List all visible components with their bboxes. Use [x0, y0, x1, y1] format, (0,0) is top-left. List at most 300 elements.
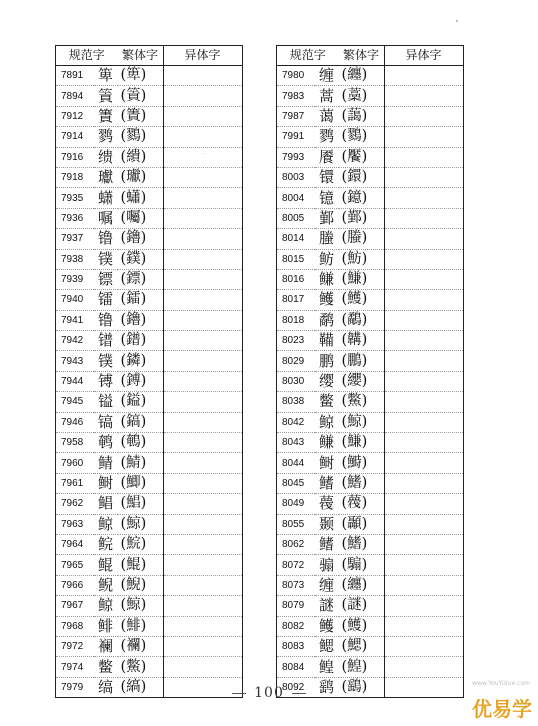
variant-char [163, 514, 242, 534]
char-number: 8043 [277, 433, 315, 453]
traditional-char: (鎰) [118, 392, 164, 412]
variant-char [384, 290, 463, 310]
standard-char: 镒 [94, 392, 118, 412]
header-variant-char: 异体字 [384, 46, 463, 66]
variant-char [384, 371, 463, 391]
standard-char: 鲩 [94, 534, 118, 554]
table-row [56, 331, 243, 351]
traditional-char: (鰣) [339, 453, 385, 473]
standard-char: 鄞 [315, 208, 339, 228]
table-row [277, 188, 464, 208]
char-number: 7944 [56, 371, 94, 391]
variant-char [384, 473, 463, 493]
standard-char: 镭 [94, 290, 118, 310]
table-row [277, 534, 464, 554]
variant-char [384, 86, 463, 106]
standard-char: 螣 [315, 229, 339, 249]
char-number: 8018 [277, 310, 315, 330]
char-number: 7943 [56, 351, 94, 371]
standard-char: 鳍 [315, 534, 339, 554]
variant-char [384, 269, 463, 289]
char-number: 7968 [56, 616, 94, 636]
char-number: 8045 [277, 473, 315, 493]
traditional-char: (騸) [339, 555, 385, 575]
variant-char [384, 616, 463, 636]
variant-char [163, 433, 242, 453]
traditional-char: (鯡) [118, 616, 164, 636]
table-row [277, 106, 464, 126]
char-number: 7958 [56, 433, 94, 453]
char-number: 7912 [56, 106, 94, 126]
table-row [277, 596, 464, 616]
table-row [277, 147, 464, 167]
char-table-right [276, 45, 464, 698]
char-number: 7967 [56, 596, 94, 616]
standard-char: 謎 [315, 596, 339, 616]
variant-char [163, 106, 242, 126]
standard-char: 襕 [94, 636, 118, 656]
standard-char: 鲂 [315, 249, 339, 269]
header-standard-char: 规范字 [277, 46, 339, 66]
traditional-char: (鐶) [339, 167, 385, 187]
char-number: 8015 [277, 249, 315, 269]
char-number: 7966 [56, 575, 94, 595]
standard-char: 镨 [94, 331, 118, 351]
standard-char: 簀 [94, 106, 118, 126]
watermark-logo: 优易学 [472, 697, 532, 721]
char-number: 7916 [56, 147, 94, 167]
traditional-char: (簀) [118, 106, 164, 126]
char-number: 8073 [277, 575, 315, 595]
char-number: 8082 [277, 616, 315, 636]
variant-char [384, 208, 463, 228]
table-row [277, 127, 464, 147]
table-row [277, 453, 464, 473]
standard-char: 鲥 [315, 453, 339, 473]
traditional-char: (鯖) [118, 453, 164, 473]
char-number: 8042 [277, 412, 315, 432]
table-row [277, 351, 464, 371]
traditional-char: (謎) [339, 596, 385, 616]
traditional-char: (鐠) [118, 331, 164, 351]
variant-char [384, 433, 463, 453]
table-row [56, 106, 243, 126]
standard-char: 镱 [315, 188, 339, 208]
page-dash-left [232, 693, 246, 694]
traditional-char: (囑) [118, 208, 164, 228]
variant-char [384, 514, 463, 534]
standard-char: 鳒 [315, 269, 339, 289]
variant-char [384, 66, 463, 86]
traditional-char: (鰜) [339, 269, 385, 289]
header-standard-char: 规范字 [56, 46, 118, 66]
char-number: 7891 [56, 66, 94, 86]
variant-char [384, 167, 463, 187]
header-variant-char: 异体字 [163, 46, 242, 66]
table-row [56, 371, 243, 391]
standard-char: 鲳 [94, 494, 118, 514]
char-number: 8092 [282, 681, 305, 693]
traditional-char: (箄) [118, 66, 164, 86]
standard-char: 蟏 [94, 188, 118, 208]
standard-char: 蔼 [315, 106, 339, 126]
table-row [277, 86, 464, 106]
char-number: 7979 [61, 681, 84, 693]
table-row [56, 657, 243, 677]
table-row [56, 66, 243, 86]
standard-char: 缟 [97, 677, 113, 696]
traditional-char: (顳) [339, 514, 385, 534]
variant-char [384, 453, 463, 473]
table-row [277, 310, 464, 330]
char-number: 7964 [56, 534, 94, 554]
table-row [56, 473, 243, 493]
traditional-char: (鰭) [339, 534, 385, 554]
table-row [277, 514, 464, 534]
table-row [277, 167, 464, 187]
page-dash-right [292, 693, 306, 694]
variant-char [163, 636, 242, 656]
table-row [277, 208, 464, 228]
table-row [277, 290, 464, 310]
table-row [56, 310, 243, 330]
variant-char [163, 229, 242, 249]
traditional-char: (篢) [118, 86, 164, 106]
table-row [277, 494, 464, 514]
table-row [277, 555, 464, 575]
header-traditional-char: 繁体字 [118, 46, 164, 66]
table-row [56, 433, 243, 453]
table-row [277, 657, 464, 677]
variant-char [384, 555, 463, 575]
traditional-char: (鯤) [118, 555, 164, 575]
variant-char [384, 494, 463, 514]
table-row [56, 229, 243, 249]
traditional-char: (藹) [339, 106, 385, 126]
traditional-char: (蠨) [118, 188, 164, 208]
char-number: 8005 [277, 208, 315, 228]
traditional-char: (鯧) [118, 494, 164, 514]
standard-char: 鲱 [94, 616, 118, 636]
variant-char [163, 208, 242, 228]
table-row [56, 596, 243, 616]
standard-char: 箄 [94, 66, 118, 86]
char-number: 8084 [277, 657, 315, 677]
char-number: 7918 [56, 167, 94, 187]
traditional-char: (鯇) [118, 534, 164, 554]
standard-char: 鲲 [94, 555, 118, 575]
table-row [56, 127, 243, 147]
standard-char: 镖 [94, 269, 118, 289]
variant-char [163, 147, 242, 167]
standard-char: 篢 [94, 86, 118, 106]
standard-char: 鲸 [315, 412, 339, 432]
table-row [277, 412, 464, 432]
traditional-char: (鎬) [118, 412, 164, 432]
standard-char: 缠 [315, 575, 339, 595]
table-row [56, 514, 243, 534]
table-row [277, 66, 464, 86]
char-number: 8017 [277, 290, 315, 310]
standard-char: 蒿 [315, 86, 339, 106]
variant-char [384, 188, 463, 208]
char-number: 8029 [277, 351, 315, 371]
table-row [56, 555, 243, 575]
variant-char [163, 392, 242, 412]
char-number: 7972 [56, 636, 94, 656]
variant-char [163, 86, 242, 106]
char-number: 8049 [277, 494, 315, 514]
variant-char [384, 412, 463, 432]
table-row [277, 269, 464, 289]
traditional-char: (鎛) [118, 371, 164, 391]
standard-char: 餍 [315, 147, 339, 167]
variant-char [163, 249, 242, 269]
table-row [277, 616, 464, 636]
variant-char [384, 636, 463, 656]
variant-char [163, 534, 242, 554]
table-row [56, 616, 243, 636]
variant-char [384, 331, 463, 351]
traditional-char: (鷸) [339, 310, 385, 330]
variant-char [384, 657, 463, 677]
variant-char [163, 167, 242, 187]
table-row [56, 392, 243, 412]
table-row [277, 575, 464, 595]
variant-char [163, 290, 242, 310]
traditional-char: (鯨) [339, 412, 385, 432]
standard-char: 鲭 [94, 453, 118, 473]
char-number: 7938 [56, 249, 94, 269]
char-number: 8004 [277, 188, 315, 208]
table-row [56, 290, 243, 310]
variant-char [163, 351, 242, 371]
variant-char [163, 331, 242, 351]
char-number: 8014 [277, 229, 315, 249]
table-row [56, 147, 243, 167]
variant-char [163, 371, 242, 391]
table-header-row [56, 46, 243, 66]
variant-char [163, 596, 242, 616]
standard-char: 颞 [315, 514, 339, 534]
char-number: 7939 [56, 269, 94, 289]
traditional-char: (饜) [339, 147, 385, 167]
page-number [0, 685, 538, 701]
traditional-char: (薎) [339, 494, 385, 514]
standard-char: 鳃 [315, 636, 339, 656]
standard-char: 鞴 [315, 331, 339, 351]
char-number: 7935 [56, 188, 94, 208]
traditional-char: (鯨) [118, 514, 164, 534]
char-number: 7993 [277, 147, 315, 167]
char-number: 7983 [277, 86, 315, 106]
table-row [56, 412, 243, 432]
table-row [56, 636, 243, 656]
char-number: 8023 [277, 331, 315, 351]
traditional-char: (鰓) [339, 636, 385, 656]
char-number: 8030 [277, 371, 315, 391]
table-row [277, 371, 464, 391]
standard-char: 鹞 [318, 677, 334, 696]
traditional-char: (鷚) [118, 127, 164, 147]
traditional-char: (縞) [118, 677, 164, 697]
variant-char [163, 494, 242, 514]
variant-char [163, 473, 242, 493]
standard-char: 鲵 [94, 575, 118, 595]
scan-speck [203, 153, 204, 154]
table-row [277, 229, 464, 249]
char-number: 8016 [277, 269, 315, 289]
standard-char: 鹏 [315, 351, 339, 371]
variant-char [163, 616, 242, 636]
traditional-char: (鵪) [118, 433, 164, 453]
header-traditional-char: 繁体字 [339, 46, 385, 66]
char-number: 7936 [56, 208, 94, 228]
variant-char [163, 412, 242, 432]
watermark-url: www.YouYiXue.com [472, 680, 530, 687]
standard-char: 薎 [315, 494, 339, 514]
traditional-char: (藁) [339, 86, 385, 106]
standard-char: 镤 [94, 351, 118, 371]
variant-char [384, 310, 463, 330]
standard-char: 骟 [315, 555, 339, 575]
standard-char: 鳖 [315, 392, 339, 412]
table-row [56, 208, 243, 228]
variant-char [384, 229, 463, 249]
table-row [56, 494, 243, 514]
char-number: 7962 [56, 494, 94, 514]
variant-char [384, 351, 463, 371]
traditional-char: (鄞) [339, 208, 385, 228]
char-number: 8003 [277, 167, 315, 187]
table-row [277, 636, 464, 656]
char-number: 8072 [277, 555, 315, 575]
variant-char [163, 575, 242, 595]
traditional-char: (瓛) [118, 167, 164, 187]
standard-char: 镮 [315, 167, 339, 187]
traditional-char: (鱉) [118, 657, 164, 677]
table-row [56, 351, 243, 371]
table-row [277, 249, 464, 269]
table-row [56, 86, 243, 106]
variant-char [163, 453, 242, 473]
char-table-left [55, 45, 243, 698]
char-number: 8044 [277, 453, 315, 473]
traditional-char: (鷂) [339, 677, 385, 697]
standard-char: 鳍 [315, 473, 339, 493]
standard-char: 鹬 [315, 310, 339, 330]
char-number: 7942 [56, 331, 94, 351]
variant-char [163, 66, 242, 86]
char-number: 7945 [56, 392, 94, 412]
traditional-char: (纏) [339, 575, 385, 595]
standard-char: 鲥 [94, 473, 118, 493]
traditional-char: (鑥) [118, 229, 164, 249]
traditional-char: (鏻) [118, 351, 164, 371]
table-row [56, 534, 243, 554]
standard-char: 鹨 [94, 127, 118, 147]
char-number: 7960 [56, 453, 94, 473]
traditional-char: (鱉) [339, 392, 385, 412]
char-number: 7894 [56, 86, 94, 106]
char-number: 8079 [277, 596, 315, 616]
traditional-char: (鰭) [339, 473, 385, 493]
table-header-row [277, 46, 464, 66]
page-number-text: 100 [254, 685, 284, 701]
char-number: 8055 [277, 514, 315, 534]
char-number: 7940 [56, 290, 94, 310]
standard-char: 鲸 [94, 596, 118, 616]
traditional-char: (鯨) [118, 596, 164, 616]
standard-char: 瓛 [94, 167, 118, 187]
table-row [56, 575, 243, 595]
traditional-char: (繢) [118, 147, 164, 167]
variant-char [384, 392, 463, 412]
traditional-char: (鰉) [339, 657, 385, 677]
standard-char: 镥 [94, 229, 118, 249]
traditional-char: (鷚) [339, 127, 385, 147]
standard-char: 镤 [94, 249, 118, 269]
standard-char: 鹌 [94, 433, 118, 453]
char-number: 7980 [277, 66, 315, 86]
char-number: 7991 [277, 127, 315, 147]
table-row [277, 392, 464, 412]
table-row [56, 167, 243, 187]
variant-char [163, 269, 242, 289]
standard-char: 缠 [315, 66, 339, 86]
char-number: 7965 [56, 555, 94, 575]
variant-char [384, 106, 463, 126]
table-row [56, 188, 243, 208]
traditional-char: (韝) [339, 331, 385, 351]
variant-char [384, 147, 463, 167]
standard-char: 鲸 [94, 514, 118, 534]
variant-char [163, 657, 242, 677]
standard-char: 鳖 [94, 657, 118, 677]
variant-char [163, 188, 242, 208]
table-row [277, 331, 464, 351]
table-row [277, 433, 464, 453]
table-row [56, 249, 243, 269]
standard-char: 缨 [315, 371, 339, 391]
traditional-char: (鰜) [339, 433, 385, 453]
traditional-char: (鏷) [118, 249, 164, 269]
traditional-char: (鐳) [118, 290, 164, 310]
char-number: 7974 [56, 657, 94, 677]
standard-char: 缋 [94, 147, 118, 167]
variant-char [163, 310, 242, 330]
char-number: 7963 [56, 514, 94, 534]
traditional-char: (鯢) [118, 575, 164, 595]
traditional-char: (鵬) [339, 351, 385, 371]
traditional-char: (纏) [339, 66, 385, 86]
standard-char: 鹨 [315, 127, 339, 147]
char-number: 8062 [277, 534, 315, 554]
traditional-char: (螣) [339, 229, 385, 249]
traditional-char: (鱯) [339, 290, 385, 310]
standard-char: 鳠 [315, 290, 339, 310]
standard-char: 镈 [94, 371, 118, 391]
standard-char: 嘱 [94, 208, 118, 228]
char-number: 7987 [277, 106, 315, 126]
traditional-char: (鏢) [118, 269, 164, 289]
traditional-char: (鱯) [339, 616, 385, 636]
variant-char [384, 596, 463, 616]
char-number: 8038 [277, 392, 315, 412]
variant-char [384, 249, 463, 269]
char-number: 7946 [56, 412, 94, 432]
standard-char: 镥 [94, 310, 118, 330]
